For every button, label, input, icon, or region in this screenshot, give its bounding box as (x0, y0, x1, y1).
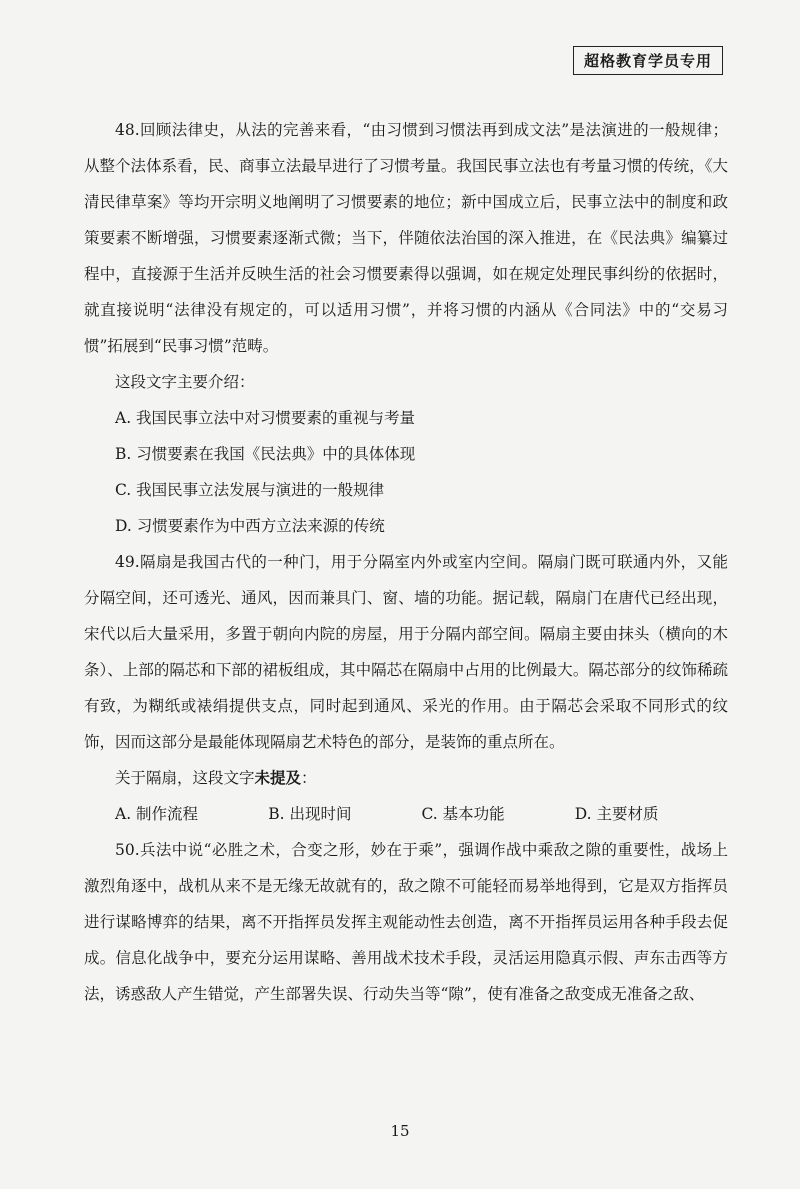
question-48-option-c: C. 我国民事立法发展与演进的一般规律 (115, 481, 385, 499)
question-49-option-c: C. 基本功能 (421, 805, 505, 823)
question-49-prompt: 关于隔扇，这段文字未提及： (115, 768, 317, 787)
question-49 (84, 544, 728, 832)
question-49-number: 49. (115, 553, 140, 571)
question-50-number: 50. (115, 841, 140, 859)
page-number: 15 (390, 1122, 410, 1140)
question-48-text: 48.回顾法律史，从法的完善来看，“由习惯到习惯法再到成文法”是法演进的一般规律；从整个法体系看，民、商事立法最早进行了习惯考量。我国民事立法也有考量习惯的传统，《大清民律草案》等均开宗明义地阐明了习惯要素的地位；新中国成立后，民事立法中的制度和政策要素不断增强，习惯要素逐渐式微；当下，伴随依法治国的深入推进，在《民法典》编纂过程中，直接源于生活并反映生活的社会习惯要素得以强调，如在规定处理民事纠纷的依据时，就直接说明“法律没有规定的，可以适用习惯”，并将习惯的内涵从《合同法》中的“交易习惯”拓展到“民事习惯”范畴。 (84, 121, 728, 355)
question-48 (84, 112, 728, 544)
question-content (84, 112, 728, 1012)
emphasis-not-mentioned: 未提及 (254, 768, 302, 787)
question-48-option-d: D. 习惯要素作为中西方立法来源的传统 (115, 517, 385, 535)
question-48-option-a: A. 我国民事立法中对习惯要素的重视与考量 (115, 409, 416, 427)
student-only-stamp: 超格教育学员专用 (573, 46, 723, 75)
question-49-option-d: D. 主要材质 (574, 805, 659, 823)
question-48-prompt: 这段文字主要介绍： (115, 373, 255, 391)
question-50-text: 50.兵法中说“必胜之术，合变之形，妙在于乘”，强调作战中乘敌之隙的重要性，战场上激烈角逐中，战机从来不是无缘无故就有的，敌之隙不可能轻而易举地得到，它是双方指挥员进行谋略博弈的结果，离不开指挥员发挥主观能动性去创造，离不开指挥员运用各种手段去促成。信息化战争中，要充分运用谋略、善用战术技术手段，灵活运用隐真示假、声东击西等方法，诱惑敌人产生错觉，产生部署失误、行动失当等“隙”，使有准备之敌变成无准备之敌、 (84, 841, 728, 1003)
question-50 (84, 832, 728, 1012)
question-48-option-b: B. 习惯要素在我国《民法典》中的具体体现 (115, 445, 416, 463)
question-49-text: 49.隔扇是我国古代的一种门，用于分隔室内外或室内空间。隔扇门既可联通内外，又能分隔空间，还可透光、通风，因而兼具门、窗、墙的功能。据记载，隔扇门在唐代已经出现，宋代以后大量采用，多置于朝向内院的房屋，用于分隔内部空间。隔扇主要由抹头（横向的木条）、上部的隔芯和下部的裙板组成，其中隔芯在隔扇中占用的比例最大。隔芯部分的纹饰稀疏有致，为糊纸或裱绢提供支点，同时起到通风、采光的作用。由于隔芯会采取不同形式的纹饰，因而这部分是最能体现隔扇艺术特色的部分，是装饰的重点所在。 (84, 553, 728, 751)
question-49-options (84, 796, 728, 832)
question-49-option-b: B. 出现时间 (268, 805, 352, 823)
question-48-number: 48. (115, 121, 140, 139)
question-49-option-a: A. 制作流程 (115, 805, 199, 823)
